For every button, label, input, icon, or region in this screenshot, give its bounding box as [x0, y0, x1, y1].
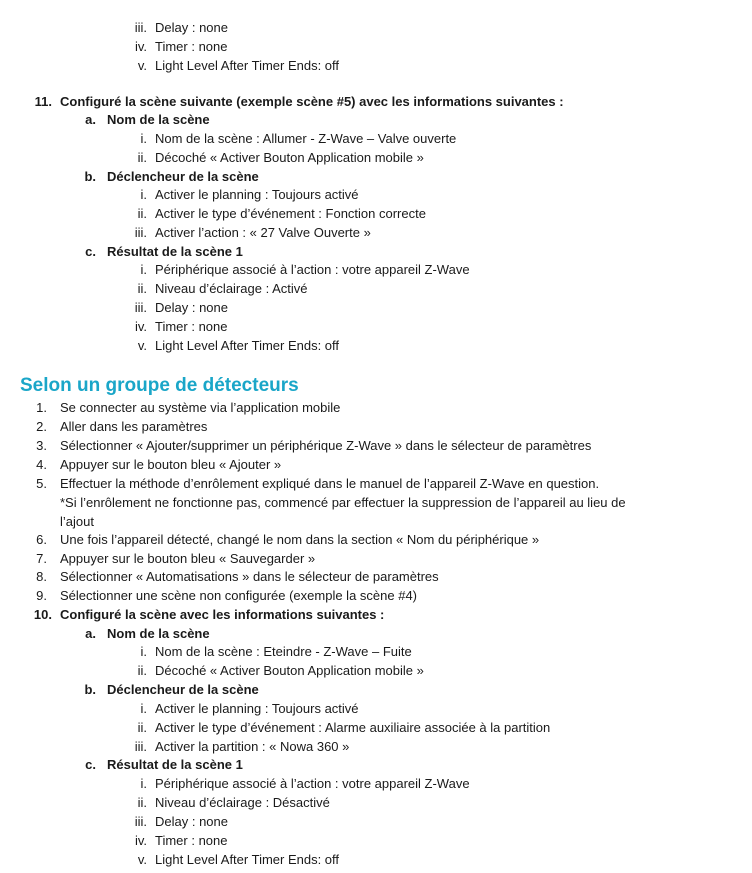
list-item — [0, 512, 752, 531]
list-item-text: *Si l’enrôlement ne fonctionne pas, commencé par effectuer la suppression de l’appareil au lieu de — [60, 495, 626, 510]
list-item — [0, 774, 752, 793]
list-item-number: ii. — [137, 281, 147, 296]
list-item-text: Niveau d’éclairage : Activé — [155, 281, 308, 296]
list-item — [0, 417, 752, 436]
list-item-text: Sélectionner une scène non configurée (exemple la scène #4) — [60, 588, 418, 603]
list-item-text: Sélectionner « Automatisations » dans le sélecteur de paramètres — [60, 569, 439, 584]
list-item-text: Timer : none — [155, 39, 228, 54]
list-item-number: b. — [84, 682, 96, 697]
list-item-text: Nom de la scène : Allumer - Z-Wave – Valve ouverte — [155, 131, 457, 146]
list-item-text: Delay : none — [155, 300, 228, 315]
list-item — [0, 793, 752, 812]
list-item-text: l’ajout — [60, 514, 94, 529]
list-item-text: Delay : none — [155, 814, 228, 829]
list-item-text: Déclencheur de la scène — [107, 682, 259, 697]
list-item-text: Effectuer la méthode d’enrôlement expliqué dans le manuel de l’appareil Z-Wave en question. — [60, 476, 600, 491]
list-item-number: v. — [137, 338, 147, 353]
list-item-number: 8. — [36, 569, 47, 584]
list-item-text: Niveau d’éclairage : Désactivé — [155, 795, 330, 810]
list-item — [0, 110, 752, 129]
list-item-text: Activer l’action : « 27 Valve Ouverte » — [155, 225, 371, 240]
list-item — [0, 455, 752, 474]
list-item-number: v. — [137, 852, 147, 867]
list-item-text: Déclencheur de la scène — [107, 169, 259, 184]
list-item-number: 3. — [36, 438, 47, 453]
list-item — [0, 567, 752, 586]
list-item-number: b. — [84, 169, 96, 184]
list-item-number: i. — [140, 187, 147, 202]
list-item-number: iii. — [134, 225, 147, 240]
list-item — [0, 624, 752, 643]
list-item-number: 6. — [36, 532, 47, 547]
list-item-number: iii. — [134, 814, 147, 829]
list-item-number: ii. — [137, 206, 147, 221]
list-item — [0, 92, 752, 111]
list-item-number: c. — [85, 757, 96, 772]
list-item-text: Une fois l’appareil détecté, changé le nom dans la section « Nom du périphérique » — [60, 532, 540, 547]
list-item — [0, 831, 752, 850]
list-item-text: Sélectionner « Ajouter/supprimer un périphérique Z-Wave » dans le sélecteur de paramètres — [60, 438, 592, 453]
list-item-text: Nom de la scène : Eteindre - Z-Wave – Fuite — [155, 644, 412, 659]
list-item — [0, 699, 752, 718]
list-item-number: ii. — [137, 150, 147, 165]
section-heading: Selon un groupe de détecteurs — [20, 375, 299, 396]
list-item-number: iii. — [134, 20, 147, 35]
list-item-number: 10. — [33, 607, 52, 622]
list-item — [0, 661, 752, 680]
list-item — [0, 18, 752, 37]
list-item — [0, 37, 752, 56]
list-item-number: i. — [140, 701, 147, 716]
list-item-text: Appuyer sur le bouton bleu « Sauvegarder » — [60, 551, 316, 566]
list-item-text: Résultat de la scène 1 — [107, 244, 243, 259]
list-item — [0, 298, 752, 317]
list-item-number: iii. — [134, 300, 147, 315]
list-item-text: Périphérique associé à l’action : votre appareil Z-Wave — [155, 776, 470, 791]
list-item-number: ii. — [137, 795, 147, 810]
list-item-text: Light Level After Timer Ends: off — [155, 338, 340, 353]
list-item — [0, 279, 752, 298]
list-item-text: Nom de la scène — [107, 112, 210, 127]
list-item — [0, 223, 752, 242]
list-item — [0, 680, 752, 699]
list-item — [0, 718, 752, 737]
list-item-number: a. — [85, 112, 96, 127]
list-item-number: iii. — [134, 739, 147, 754]
list-item-text: Décoché « Activer Bouton Application mobile » — [155, 663, 424, 678]
list-item-number: i. — [140, 776, 147, 791]
list-item-number: ii. — [137, 720, 147, 735]
list-item-text: Résultat de la scène 1 — [107, 757, 243, 772]
list-item-number: ii. — [137, 663, 147, 678]
list-item-text: Light Level After Timer Ends: off — [155, 852, 340, 867]
list-item-number: i. — [140, 644, 147, 659]
list-item — [0, 317, 752, 336]
list-item-text: Activer le planning : Toujours activé — [155, 701, 359, 716]
list-item-number: 4. — [36, 457, 47, 472]
list-item — [0, 129, 752, 148]
list-item-number: 1. — [36, 400, 47, 415]
list-item — [0, 755, 752, 774]
list-item-text: Décoché « Activer Bouton Application mobile » — [155, 150, 424, 165]
list-item-text: Nom de la scène — [107, 626, 210, 641]
list-item-number: iv. — [134, 39, 147, 54]
list-item — [0, 642, 752, 661]
list-item-text: Périphérique associé à l’action : votre appareil Z-Wave — [155, 262, 470, 277]
list-item — [0, 850, 752, 869]
list-item-text: Light Level After Timer Ends: off — [155, 58, 340, 73]
list-item-text: Activer le type d’événement : Alarme auxiliaire associée à la partition — [155, 720, 551, 735]
list-item-text: Se connecter au système via l’application mobile — [60, 400, 341, 415]
list-item-text: Activer le planning : Toujours activé — [155, 187, 359, 202]
list-item-text: Configuré la scène avec les informations suivantes : — [60, 607, 385, 622]
list-item-text: Activer le type d’événement : Fonction correcte — [155, 206, 426, 221]
list-item — [0, 436, 752, 455]
list-item-number: 5. — [36, 476, 47, 491]
list-item — [0, 530, 752, 549]
list-item-text: Delay : none — [155, 20, 228, 35]
list-item-number: 7. — [36, 551, 47, 566]
list-item-text: Configuré la scène suivante (exemple scène #5) avec les informations suivantes : — [60, 94, 564, 109]
list-item — [0, 185, 752, 204]
list-item — [0, 493, 752, 512]
list-item-number: i. — [140, 131, 147, 146]
list-item — [0, 260, 752, 279]
list-item — [0, 586, 752, 605]
list-item — [0, 474, 752, 493]
list-item-text: Activer la partition : « Nowa 360 » — [155, 739, 350, 754]
list-item — [0, 167, 752, 186]
list-item — [0, 737, 752, 756]
list-item-number: iv. — [134, 833, 147, 848]
list-item — [0, 242, 752, 261]
list-item — [0, 812, 752, 831]
list-item-number: 9. — [36, 588, 47, 603]
list-item — [0, 148, 752, 167]
list-item — [0, 336, 752, 355]
list-item — [0, 605, 752, 624]
list-item-text: Aller dans les paramètres — [60, 419, 208, 434]
list-item-text: Timer : none — [155, 833, 228, 848]
list-item-number: i. — [140, 262, 147, 277]
list-item-number: 2. — [36, 419, 47, 434]
list-item — [0, 204, 752, 223]
list-item-text: Appuyer sur le bouton bleu « Ajouter » — [60, 457, 282, 472]
list-item-text: Timer : none — [155, 319, 228, 334]
list-item-number: c. — [85, 244, 96, 259]
list-item — [0, 56, 752, 75]
list-item-number: a. — [85, 626, 96, 641]
list-item-number: v. — [137, 58, 147, 73]
list-item-number: iv. — [134, 319, 147, 334]
list-item — [0, 549, 752, 568]
list-item-number: 11. — [34, 94, 52, 109]
list-item — [0, 398, 752, 417]
